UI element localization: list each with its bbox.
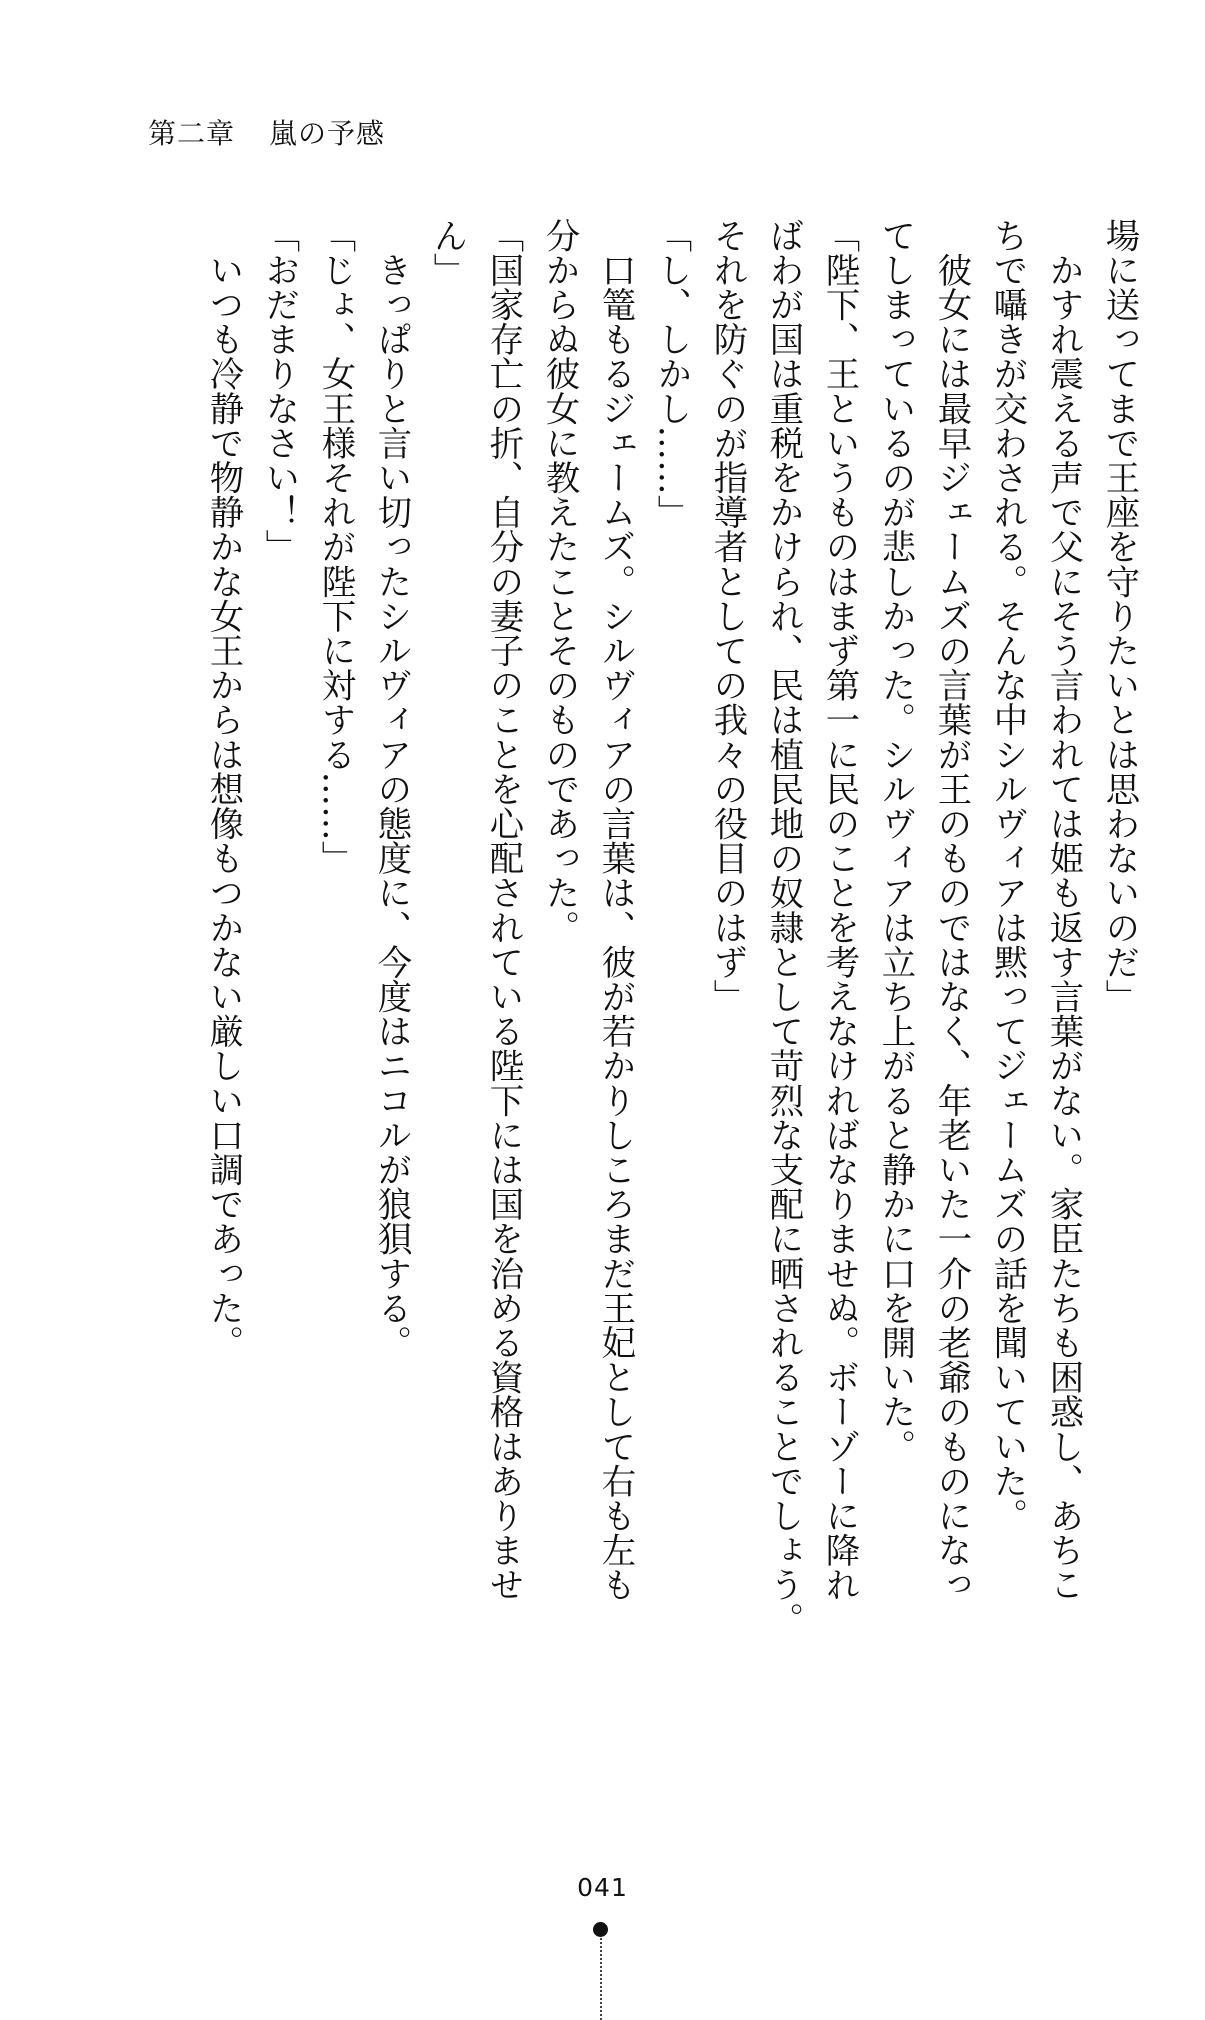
page-number: 041 — [577, 1873, 628, 1902]
text-column: ちで囁きが交わされる。そんな中シルヴィアは黙ってジェームズの話を聞いていた。 — [987, 218, 1027, 1533]
text-column: かすれ震える声で父にそう言われては姫も返す言葉がない。家臣たちも困惑し、あちこ — [1043, 218, 1083, 1602]
text-column: きっぱりと言い切ったシルヴィアの態度に、今度はニコルが狼狽する。 — [371, 218, 411, 1360]
chapter-number: 第二章 — [148, 117, 236, 150]
text-column: 口篭もるジェームズ。シルヴィアの言葉は、彼が若かりしころまだ王妃として右も左も — [595, 218, 635, 1602]
text-column: 「国家存亡の折、自分の妻子のことを心配されている陛下には国を治める資格はありませ — [483, 218, 523, 1602]
text-column: 「じょ、女王様それが陛下に対する……」 — [315, 218, 355, 876]
text-column: それを防ぐのが指導者としての我々の役目のはず」 — [707, 218, 747, 1014]
text-column: 場に送ってまで王座を守りたいとは思わないのだ」 — [1099, 218, 1139, 1014]
text-column: 分からぬ彼女に教えたことそのものであった。 — [539, 218, 579, 945]
text-column: いつも冷静で物静かな女王からは想像もつかない厳しい口調であった。 — [203, 218, 243, 1360]
text-column: ばわが国は重税をかけられ、民は植民地の奴隷として苛烈な支配に晒されることでしょう。 — [763, 218, 803, 1637]
chapter-title: 嵐の予感 — [269, 117, 386, 150]
text-column: 「陛下、王というものはまず第一に民のことを考えなければなりませぬ。ボーゾーに降れ — [819, 218, 859, 1602]
text-column: 彼女には最早ジェームズの言葉が王のものではなく、年老いた一介の老爺のものになっ — [931, 218, 971, 1602]
running-head — [148, 112, 385, 152]
text-column: 「おだまりなさい！」 — [259, 218, 299, 564]
text-column: ん」 — [427, 218, 467, 288]
text-column: 「し、しかし……」 — [651, 218, 691, 530]
folio-dot-icon — [593, 1922, 608, 1937]
folio-ornament — [600, 1922, 601, 2020]
folio-dotted-line — [600, 1938, 602, 2020]
text-column: てしまっているのが悲しかった。シルヴィアは立ち上がると静かに口を開いた。 — [875, 218, 915, 1464]
vertical-body-text — [195, 218, 1147, 1688]
